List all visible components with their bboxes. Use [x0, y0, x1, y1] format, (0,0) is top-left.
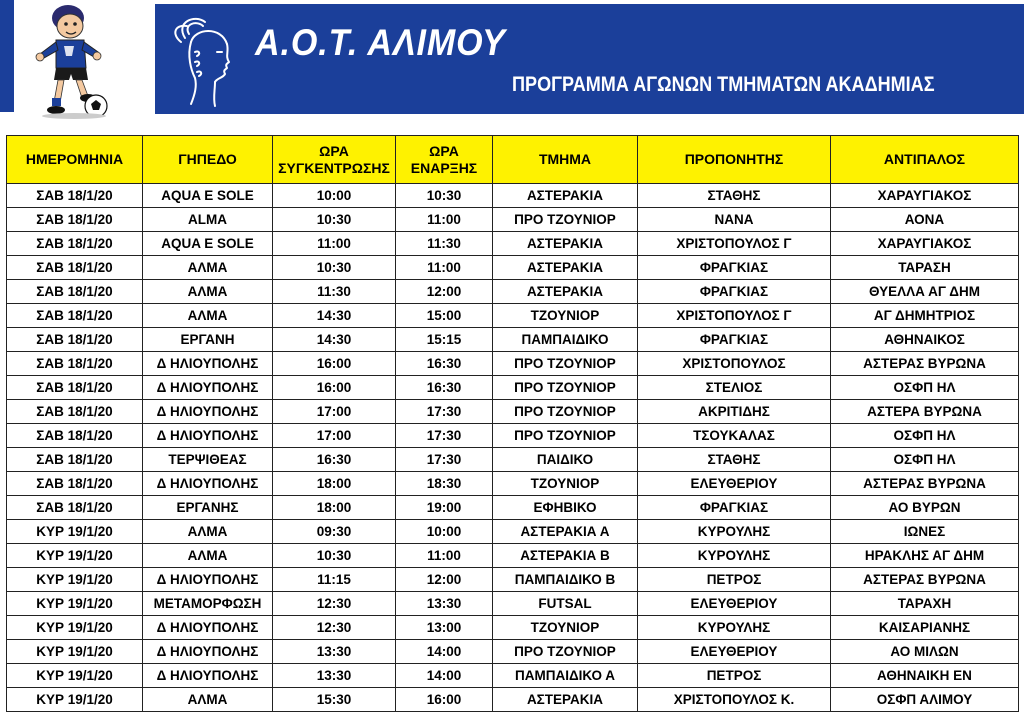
start-time-cell: 13:30 — [396, 592, 493, 616]
opponent-cell: ΑΟ ΒΥΡΩΝ — [831, 496, 1019, 520]
start-time-cell: 11:00 — [396, 544, 493, 568]
team-cell: ΠΑΙΔΙΚΟ — [493, 448, 638, 472]
date-cell: ΣΑΒ 18/1/20 — [7, 208, 143, 232]
opponent-cell: ΧΑΡΑΥΓΙΑΚΟΣ — [831, 184, 1019, 208]
date-cell: ΚΥΡ 19/1/20 — [7, 664, 143, 688]
venue-cell: Δ ΗΛΙΟΥΠΟΛΗΣ — [143, 376, 273, 400]
coach-cell: ΦΡΑΓΚΙΑΣ — [638, 328, 831, 352]
table-row — [7, 328, 1019, 352]
opponent-cell: ΑΘΗΝΑΙΚΟΣ — [831, 328, 1019, 352]
opponent-cell: ΤΑΡΑΧΗ — [831, 592, 1019, 616]
coach-cell: ΧΡΙΣΤΟΠΟΥΛΟΣ Κ. — [638, 688, 831, 712]
venue-cell: ΕΡΓΑΝΗ — [143, 328, 273, 352]
column-header-venue: ΓΗΠΕΔΟ — [143, 136, 273, 184]
gathering-time-cell: 15:30 — [273, 688, 396, 712]
team-cell: FUTSAL — [493, 592, 638, 616]
team-cell: ΠΑΜΠΑΙΔΙΚΟ Β — [493, 568, 638, 592]
start-time-cell: 15:00 — [396, 304, 493, 328]
coach-cell: ΦΡΑΓΚΙΑΣ — [638, 256, 831, 280]
start-time-cell: 10:00 — [396, 520, 493, 544]
coach-cell: ΧΡΙΣΤΟΠΟΥΛΟΣ Γ — [638, 232, 831, 256]
opponent-cell: ΑΣΤΕΡΑΣ ΒΥΡΩΝΑ — [831, 568, 1019, 592]
gathering-time-cell: 16:00 — [273, 376, 396, 400]
date-cell: ΣΑΒ 18/1/20 — [7, 256, 143, 280]
start-time-cell: 14:00 — [396, 640, 493, 664]
team-cell: ΠΡΟ ΤΖΟΥΝΙΟΡ — [493, 376, 638, 400]
opponent-cell: ΧΑΡΑΥΓΙΑΚΟΣ — [831, 232, 1019, 256]
venue-cell: Δ ΗΛΙΟΥΠΟΛΗΣ — [143, 424, 273, 448]
table-row — [7, 520, 1019, 544]
gathering-time-header-line2: ΣΥΓΚΕΝΤΡΩΣΗΣ — [278, 159, 390, 176]
start-time-cell: 11:00 — [396, 208, 493, 232]
column-header-date: ΗΜΕΡΟΜΗΝΙΑ — [7, 136, 143, 184]
coach-cell: ΣΤΕΛΙΟΣ — [638, 376, 831, 400]
opponent-cell: ΟΣΦΠ ΗΛ — [831, 424, 1019, 448]
start-time-cell: 15:15 — [396, 328, 493, 352]
table-row — [7, 184, 1019, 208]
start-time-cell: 16:30 — [396, 352, 493, 376]
venue-cell: Δ ΗΛΙΟΥΠΟΛΗΣ — [143, 640, 273, 664]
venue-cell: ALMA — [143, 208, 273, 232]
table-row — [7, 376, 1019, 400]
table-row — [7, 592, 1019, 616]
left-accent-stripe — [0, 0, 14, 112]
column-header-gathering-time — [273, 136, 396, 184]
hermes-head-logo-icon — [165, 12, 237, 110]
venue-cell: Δ ΗΛΙΟΥΠΟΛΗΣ — [143, 568, 273, 592]
team-cell: ΠΡΟ ΤΖΟΥΝΙΟΡ — [493, 208, 638, 232]
table-row — [7, 400, 1019, 424]
opponent-cell: ΟΣΦΠ ΗΛ — [831, 448, 1019, 472]
table-row — [7, 448, 1019, 472]
start-time-cell: 14:00 — [396, 664, 493, 688]
mascot-footballer-icon — [26, 2, 116, 120]
club-title: Α.Ο.Τ. ΑΛΙΜΟΥ — [255, 22, 506, 63]
venue-cell: Δ ΗΛΙΟΥΠΟΛΗΣ — [143, 664, 273, 688]
gathering-time-cell: 09:30 — [273, 520, 396, 544]
page-subtitle: ΠΡΟΓΡΑΜΜΑ ΑΓΩΝΩΝ ΤΜΗΜΑΤΩΝ ΑΚΑΔΗΜΙΑΣ — [512, 73, 935, 96]
venue-cell: ΑΛΜΑ — [143, 304, 273, 328]
team-cell: ΠΡΟ ΤΖΟΥΝΙΟΡ — [493, 640, 638, 664]
table-row — [7, 688, 1019, 712]
opponent-cell: ΗΡΑΚΛΗΣ ΑΓ ΔΗΜ — [831, 544, 1019, 568]
date-cell: ΣΑΒ 18/1/20 — [7, 496, 143, 520]
coach-cell: ΠΕΤΡΟΣ — [638, 664, 831, 688]
date-cell: ΚΥΡ 19/1/20 — [7, 640, 143, 664]
date-cell: ΣΑΒ 18/1/20 — [7, 424, 143, 448]
start-time-header-line2: ΕΝΑΡΞΗΣ — [410, 159, 478, 176]
column-header-start-time — [396, 136, 493, 184]
venue-cell: Δ ΗΛΙΟΥΠΟΛΗΣ — [143, 352, 273, 376]
coach-cell: ΠΕΤΡΟΣ — [638, 568, 831, 592]
start-time-cell: 16:30 — [396, 376, 493, 400]
gathering-time-cell: 12:30 — [273, 592, 396, 616]
venue-cell: Δ ΗΛΙΟΥΠΟΛΗΣ — [143, 400, 273, 424]
date-cell: ΣΑΒ 18/1/20 — [7, 184, 143, 208]
table-row — [7, 208, 1019, 232]
coach-cell: ΣΤΑΘΗΣ — [638, 448, 831, 472]
start-time-cell: 12:00 — [396, 568, 493, 592]
coach-cell: ΚΥΡΟΥΛΗΣ — [638, 616, 831, 640]
date-cell: ΣΑΒ 18/1/20 — [7, 352, 143, 376]
table-row — [7, 424, 1019, 448]
gathering-time-cell: 11:15 — [273, 568, 396, 592]
gathering-time-cell: 17:00 — [273, 400, 396, 424]
start-time-cell: 18:30 — [396, 472, 493, 496]
coach-cell: ΚΥΡΟΥΛΗΣ — [638, 544, 831, 568]
start-time-cell: 13:00 — [396, 616, 493, 640]
table-row — [7, 304, 1019, 328]
venue-cell: AQUA E SOLE — [143, 184, 273, 208]
team-cell: ΠΡΟ ΤΖΟΥΝΙΟΡ — [493, 424, 638, 448]
table-row — [7, 568, 1019, 592]
date-cell: ΣΑΒ 18/1/20 — [7, 304, 143, 328]
table-row — [7, 640, 1019, 664]
team-cell: ΑΣΤΕΡΑΚΙΑ — [493, 256, 638, 280]
date-cell: ΚΥΡ 19/1/20 — [7, 688, 143, 712]
opponent-cell: ΘΥΕΛΛΑ ΑΓ ΔΗΜ — [831, 280, 1019, 304]
opponent-cell: ΟΣΦΠ ΗΛ — [831, 376, 1019, 400]
team-cell: ΤΖΟΥΝΙΟΡ — [493, 304, 638, 328]
match-schedule-table — [6, 135, 1019, 712]
team-cell: ΑΣΤΕΡΑΚΙΑ Α — [493, 520, 638, 544]
table-row — [7, 616, 1019, 640]
gathering-time-cell: 10:30 — [273, 256, 396, 280]
date-cell: ΚΥΡ 19/1/20 — [7, 544, 143, 568]
start-time-cell: 17:30 — [396, 400, 493, 424]
date-cell: ΚΥΡ 19/1/20 — [7, 520, 143, 544]
team-cell: ΠΑΜΠΑΙΔΙΚΟ Α — [493, 664, 638, 688]
start-time-cell: 11:00 — [396, 256, 493, 280]
team-cell: ΠΑΜΠΑΙΔΙΚΟ — [493, 328, 638, 352]
venue-cell: ΑΛΜΑ — [143, 688, 273, 712]
opponent-cell: ΑΓ ΔΗΜΗΤΡΙΟΣ — [831, 304, 1019, 328]
table-body — [7, 184, 1019, 712]
team-cell: ΑΣΤΕΡΑΚΙΑ — [493, 280, 638, 304]
venue-cell: ΑΛΜΑ — [143, 280, 273, 304]
opponent-cell: ΚΑΙΣΑΡΙΑΝΗΣ — [831, 616, 1019, 640]
table-row — [7, 352, 1019, 376]
date-cell: ΚΥΡ 19/1/20 — [7, 592, 143, 616]
start-time-cell: 16:00 — [396, 688, 493, 712]
start-time-cell: 17:30 — [396, 424, 493, 448]
gathering-time-cell: 16:30 — [273, 448, 396, 472]
table-row — [7, 544, 1019, 568]
gathering-time-cell: 14:30 — [273, 304, 396, 328]
gathering-time-cell: 18:00 — [273, 472, 396, 496]
coach-cell: ΦΡΑΓΚΙΑΣ — [638, 496, 831, 520]
table-row — [7, 472, 1019, 496]
start-time-header-line1: ΩΡΑ — [429, 142, 459, 159]
gathering-time-cell: 14:30 — [273, 328, 396, 352]
date-cell: ΣΑΒ 18/1/20 — [7, 232, 143, 256]
start-time-cell: 12:00 — [396, 280, 493, 304]
opponent-cell: ΟΣΦΠ ΑΛΙΜΟΥ — [831, 688, 1019, 712]
team-cell: ΠΡΟ ΤΖΟΥΝΙΟΡ — [493, 400, 638, 424]
coach-cell: ΦΡΑΓΚΙΑΣ — [638, 280, 831, 304]
team-cell: ΑΣΤΕΡΑΚΙΑ — [493, 688, 638, 712]
gathering-time-cell: 10:30 — [273, 208, 396, 232]
table-row — [7, 280, 1019, 304]
gathering-time-cell: 13:30 — [273, 640, 396, 664]
table-row — [7, 256, 1019, 280]
gathering-time-cell: 10:00 — [273, 184, 396, 208]
coach-cell: ΣΤΑΘΗΣ — [638, 184, 831, 208]
coach-cell: ΝΑΝΑ — [638, 208, 831, 232]
opponent-cell: ΑΟΝΑ — [831, 208, 1019, 232]
team-cell: ΤΖΟΥΝΙΟΡ — [493, 616, 638, 640]
date-cell: ΚΥΡ 19/1/20 — [7, 616, 143, 640]
gathering-time-cell: 11:30 — [273, 280, 396, 304]
opponent-cell: ΑΣΤΕΡΑΣ ΒΥΡΩΝΑ — [831, 472, 1019, 496]
opponent-cell: ΤΑΡΑΣΗ — [831, 256, 1019, 280]
column-header-coach: ΠΡΟΠΟΝΗΤΗΣ — [638, 136, 831, 184]
coach-cell: ΕΛΕΥΘΕΡΙΟΥ — [638, 472, 831, 496]
venue-cell: ΤΕΡΨΙΘΕΑΣ — [143, 448, 273, 472]
coach-cell: ΕΛΕΥΘΕΡΙΟΥ — [638, 640, 831, 664]
gathering-time-cell: 16:00 — [273, 352, 396, 376]
team-cell: ΠΡΟ ΤΖΟΥΝΙΟΡ — [493, 352, 638, 376]
gathering-time-cell: 18:00 — [273, 496, 396, 520]
table-header-row — [7, 136, 1019, 184]
coach-cell: ΕΛΕΥΘΕΡΙΟΥ — [638, 592, 831, 616]
venue-cell: ΑΛΜΑ — [143, 520, 273, 544]
gathering-time-cell: 11:00 — [273, 232, 396, 256]
column-header-opponent: ΑΝΤΙΠΑΛΟΣ — [831, 136, 1019, 184]
coach-cell: ΑΚΡΙΤΙΔΗΣ — [638, 400, 831, 424]
opponent-cell: ΑΣΤΕΡΑ ΒΥΡΩΝΑ — [831, 400, 1019, 424]
table-row — [7, 232, 1019, 256]
venue-cell: ΑΛΜΑ — [143, 256, 273, 280]
date-cell: ΣΑΒ 18/1/20 — [7, 280, 143, 304]
start-time-cell: 11:30 — [396, 232, 493, 256]
column-header-team: ΤΜΗΜΑ — [493, 136, 638, 184]
venue-cell: Δ ΗΛΙΟΥΠΟΛΗΣ — [143, 616, 273, 640]
gathering-time-cell: 17:00 — [273, 424, 396, 448]
venue-cell: ΑΛΜΑ — [143, 544, 273, 568]
date-cell: ΣΑΒ 18/1/20 — [7, 400, 143, 424]
start-time-cell: 19:00 — [396, 496, 493, 520]
gathering-time-header-line1: ΩΡΑ — [319, 142, 349, 159]
table-row — [7, 664, 1019, 688]
coach-cell: ΚΥΡΟΥΛΗΣ — [638, 520, 831, 544]
venue-cell: ΜΕΤΑΜΟΡΦΩΣΗ — [143, 592, 273, 616]
venue-cell: Δ ΗΛΙΟΥΠΟΛΗΣ — [143, 472, 273, 496]
opponent-cell: ΑΘΗΝΑΙΚΗ ΕΝ — [831, 664, 1019, 688]
opponent-cell: ΑΣΤΕΡΑΣ ΒΥΡΩΝΑ — [831, 352, 1019, 376]
header-banner — [155, 4, 1024, 114]
venue-cell: AQUA E SOLE — [143, 232, 273, 256]
team-cell: ΑΣΤΕΡΑΚΙΑ Β — [493, 544, 638, 568]
opponent-cell: ΙΩΝΕΣ — [831, 520, 1019, 544]
table-row — [7, 496, 1019, 520]
coach-cell: ΧΡΙΣΤΟΠΟΥΛΟΣ Γ — [638, 304, 831, 328]
date-cell: ΚΥΡ 19/1/20 — [7, 568, 143, 592]
date-cell: ΣΑΒ 18/1/20 — [7, 472, 143, 496]
team-cell: ΤΖΟΥΝΙΟΡ — [493, 472, 638, 496]
team-cell: ΕΦΗΒΙΚΟ — [493, 496, 638, 520]
date-cell: ΣΑΒ 18/1/20 — [7, 328, 143, 352]
date-cell: ΣΑΒ 18/1/20 — [7, 448, 143, 472]
coach-cell: ΧΡΙΣΤΟΠΟΥΛΟΣ — [638, 352, 831, 376]
coach-cell: ΤΣΟΥΚΑΛΑΣ — [638, 424, 831, 448]
start-time-cell: 17:30 — [396, 448, 493, 472]
gathering-time-cell: 13:30 — [273, 664, 396, 688]
gathering-time-cell: 12:30 — [273, 616, 396, 640]
gathering-time-cell: 10:30 — [273, 544, 396, 568]
venue-cell: ΕΡΓΑΝΗΣ — [143, 496, 273, 520]
team-cell: ΑΣΤΕΡΑΚΙΑ — [493, 232, 638, 256]
start-time-cell: 10:30 — [396, 184, 493, 208]
team-cell: ΑΣΤΕΡΑΚΙΑ — [493, 184, 638, 208]
opponent-cell: ΑΟ ΜΙΛΩΝ — [831, 640, 1019, 664]
date-cell: ΣΑΒ 18/1/20 — [7, 376, 143, 400]
